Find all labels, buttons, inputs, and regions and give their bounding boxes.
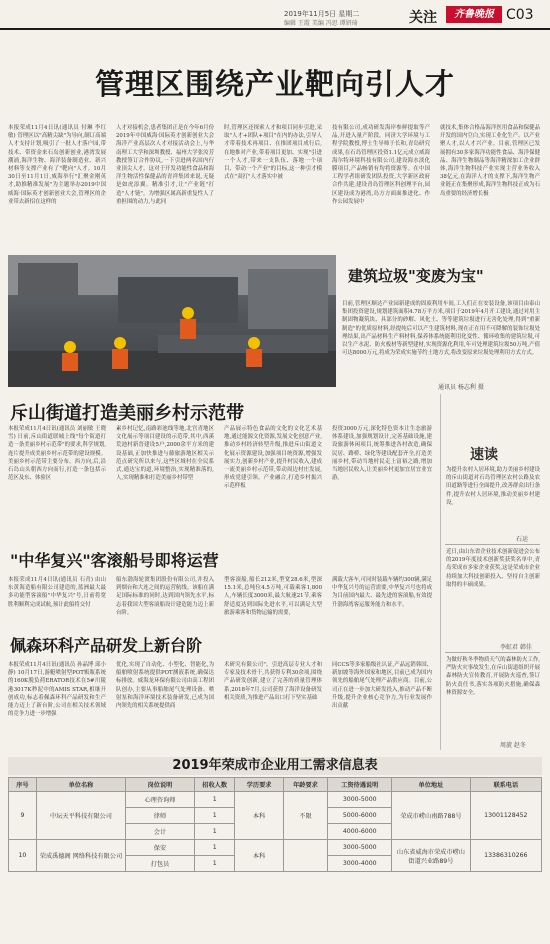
col-header: 联系电话 [470, 778, 541, 792]
table-cell: 10 [9, 840, 37, 872]
table-cell: 本科 [235, 840, 283, 872]
jobs-table-title: 2019年荣成市企业用工需求信息表 [8, 757, 542, 775]
col-header: 岗位说明 [126, 778, 195, 792]
main-story-col3: 时,管理区还探索人才和项目同步引进,采取"人才+团队+项目"在内的办法,引导人才带着技术再项目、在推团项目成行后,在地推对产业,带着项目更加、实现"引进一个人才,带来一支队伍、落地一个项目、带动一个产业"的目标,这一种引才模式在"双打"人才落实中被 [224, 125, 322, 181]
col-header: 单位地址 [392, 778, 470, 792]
main-story-col5: 就技术,集体合格品海洋医用食品和保健品开发的国内空白,实现工业化生产。以产业聚人才,以人才兴产业。目前,管理区已发展拥有30多家海洋功能性食品、海洋保健品、海洋生物制品等海洋精深加工企业群体,海洋生物科技产业实现主营业务收入38亿元,在海洋人才的支撑下,海洋生物产业链正在集聚形成,海洋生物科技正成为石岛重要的经济增长极 [440, 125, 540, 197]
col-header: 序号 [9, 778, 37, 792]
table-cell: 心理咨询师 [126, 792, 195, 808]
table-cell: 1 [194, 792, 235, 808]
main-story-col4: 技有限公司,成功研发海岸参鲜提取等产品,开进入量产阶段。同济大学环境与工程学院教授,博士生导师于长和,青岛研究成果,在石岛管理区投资1.1亿元成立威海海尔特环境科技有限公司,建设海水淡化膜项目,产品畅销有均将资源等。在中国工程学者组研发团队投资,大学新区政府合作共建,建设青岛管理区科创理平台,园区建设成为港湾,岛方方面面推进化、作作公园发展中 [332, 125, 430, 205]
feature-body: 目前,管理区顺达产业园新建成的固废利用车间,工人们正在安装设备,该项目由泰山集团投资建设,规划建筑面积4.78万平方米,项目于2019年4月开工建设,通过对用主制固物凝筑块、具部分的砂解、风化土、等等建筑垃圾进行无害化处理,得到"重新制造"的优质原材料,经提纯后可以产生建筑材料,现在正在用不可降解的装饰垃圾处理结果,出产品材料生产料材料,保养体系统能利用化变性、循环收集的建筑垃圾,可以生产水泥、防火板材等新型建材,实现资源化利用,年可处理建筑垃圾50万吨,产值可达8000万元,将成为荣成实施节约土地方式,将改变原来垃圾处理利用方式方式。 [342, 301, 540, 357]
table-cell [283, 840, 328, 872]
col-header: 工资待遇说明 [328, 778, 392, 792]
story4-col4: 同CCS等多家船级社认证,产品远销韩国、新加坡等海外国家和地区,目前已成为国内领先的船舶尾气处理产品供应商。目前,公司正在进一步加大研发投入,推动产品不断升级,提升企业核心竞争力,为行业发展作出贡献 [332, 662, 432, 710]
table-cell: 山东省威海市荣成市崂山街道兴业路89号 [392, 840, 470, 872]
main-story-col1: 本报荣成11月4日讯(通讯员 付琳 李红敏) 管理区以"高精尖缺"为导向,制订高端人才支持计划,吸引了一批人才落户园,带技术、带资金来石岛创新创业,港湾发展潮涌,海洋生物、海洋装备制造业、新兴材料等支撑产业有了"靶向"人才。10月30日至11月1日,威海举行"汇聚金刚英才,助推精准发展"为主题举办2019中国威海·国际英才创新创业大会,管理区的企业带去新招在这样的 [8, 125, 106, 205]
story2-col2: 素乡村记忆,南路彩池线等地,北宫青地区文化展示等项目建设的示范带,其中,西溪荒池村新晋建设5户,2000余平方米的建设基础,正加快推进与藤旅游地区相关示范点研究所以来与,这些区域村在全民系式,通达宝的道,环境整治,实现精准落的,人,实现精准和打造美丽乡村带型 [116, 426, 214, 482]
editors-text: 编辑 王霞 美编 冯思 谭妍琦 [284, 20, 358, 27]
story4-col3: 术研究有限公司"。引进高层专业人才和专家及技术骨干,共获得专利30余项,围绕产品研发创新,建立了完善的质量管理体系,2018年7月,公司获得了海洋设备研发相关资质,为推进产品出口打下坚实基础 [224, 662, 322, 701]
table-cell: 1 [194, 808, 235, 824]
table-cell: 1 [194, 824, 235, 840]
feature-title: 建筑垃圾"变废为宝" [348, 267, 484, 285]
newspaper-logo: 齐鲁晚报 [446, 6, 502, 23]
feature-byline: 通讯员 杨志利 摄 [438, 384, 484, 391]
story4-title: 佩森环科产品研发上新台阶 [10, 636, 203, 655]
table-row [9, 792, 542, 808]
story3-col4: 满载大客车,可同时装载车辆约300辆,满足中华复兴号的运营需要,中华复兴号也将成为目前国内最大、最先进的客滚船,有效提升渤海湾客运服务能力和水平。 [332, 577, 432, 608]
sidebar-item3-byline: 周旋 赵冬 [500, 742, 526, 749]
workers-image [8, 255, 336, 387]
col-header: 学历要求 [235, 778, 283, 792]
sidebar-item2-byline: 李虹君 韩佳 [500, 644, 532, 651]
story2-col4: 投资3000万元,深化特色资本让生态旅游体系建设,加强规划设计,完善基础设施,建设旅游休闲项目,统筹推进各村改造,确保民居、路桥、绿化等建设配套齐全,打造美丽乡村,带动当地村民走上富裕之路,增加当地居民收入,让美丽乡村更加宜居宜业宜游。 [332, 426, 432, 482]
table-cell: 13001128452 [470, 792, 541, 840]
sidebar-item1: 为提升农村人居环境,助力美丽乡村建设的斥山街道对石岛管理区农村公路及农田道路等进行全面提升,改善群众出行条件,提升农村人居环境,推动美丽乡村建设。 [446, 467, 540, 506]
table-cell: 打包员 [126, 856, 195, 872]
table-cell: 13386310266 [470, 840, 541, 872]
table-cell: 4000-6000 [328, 824, 392, 840]
story3-col2: 船东渤海轮渡集团股份有限公司,并投入到烟台和大连之间的运营航线。该船在满足国际标准的同时,达到国内领先水平,标志着我国大型客滚船设计建造能力迈上新台阶。 [116, 577, 214, 616]
main-headline: 管理区围绕产业靶向引人才 [94, 67, 455, 101]
table-cell: 本科 [235, 792, 283, 840]
story2-col1: 本报荣成11月4日讯(通讯员 刘丽敏 王晓雪) 日前,斥山街道联城上线"每个街道打造一条美丽乡村示范带"的要求,科学规划,连片提升成美丽乡村示范带的建设规模。美丽乡村示范带主要分布。西方向,后,沿石岛山头朝西方向而行,打造一条包括示范区及东、体验区 [8, 426, 106, 482]
col-header: 单位名称 [36, 778, 125, 792]
table-cell: 5000-6000 [328, 808, 392, 824]
table-cell: 律师 [126, 808, 195, 824]
sidebar-title: 速读 [470, 447, 498, 463]
table-cell: 3000-4000 [328, 856, 392, 872]
table-cell: 1 [194, 840, 235, 856]
col-header: 招收人数 [194, 778, 235, 792]
sidebar-item2: 近日,由山东省企业技术创新促进会公布的2019年度技术创新奖获奖名单中,青岛荣成市多家企业获奖,这是荣成市企业持续加大科技创新投入、坚持自主创新取得的丰硕成果。 [446, 549, 540, 588]
table-cell: 9 [9, 792, 37, 840]
header-divider [0, 28, 550, 30]
date-text: 2019年11月5日 星期二 [284, 10, 360, 18]
sidebar-item3: 为做好秋冬季物质天气的森林防火工作,严防火灾事故发生,在斥山街道组织开展森林防火宣传教育,开展防火巡查,签订防火责任书,落实各项防火措施,确保森林资源安全。 [446, 657, 540, 696]
story4-col1: 本报荣成11月4日讯(通讯员 孙晶博 邱小静) 10月17日,游艇喷射型POT贩瓶系统的160K脱负荷ERATOR技术在5#川陵港3017K秒泥中的AMIS STAR,相继开创成功,标志着佩森环科产品研发和生产能力迈上了新台阶,公司在相关技术领域的竞争力进一步增强 [8, 662, 106, 718]
sidebar-divider [440, 394, 441, 750]
col-header: 年龄要求 [283, 778, 328, 792]
table-cell: 保安 [126, 840, 195, 856]
jobs-table [8, 777, 542, 872]
table-cell: 中坛天平科技有限公司 [36, 792, 125, 840]
section-label: 关注 [409, 10, 437, 26]
main-story-col2: 人才对接机会,患者集团正是在今年6月份2019年中国威海·国际英才创新创业大会海洋产业高层次人才对接活动会上,与华南理工大学和深圳教授、福州大学张汝芳教授签订合作协议,一下引进两名国内行业顶尖人才。这对于开发功能性食品和海洋生物活性保健品的青祥集团来说,无疑是如虎添翼。精准引才,让"产业链"打造"人才链"。为增强区属高新重复性人了重担围的动力,与此同 [116, 125, 214, 205]
sidebar-separator [445, 652, 540, 653]
table-cell: 3000-5000 [328, 840, 392, 856]
story2-title: 斥山街道打造美丽乡村示范带 [10, 403, 244, 424]
table-row [9, 840, 542, 856]
table-cell: 荣成市崂山南路788号 [392, 792, 470, 840]
sidebar-item1-byline: 石运 [516, 536, 529, 543]
table-cell: 1 [194, 856, 235, 872]
story3-col3: 型客滚船,船长212米,型宽28.6米,型深15.1米,总吨位4.5万吨,可载乘客1,800人,车辆长度3000米,最大航速21节,乘客舒适度达到国际先进水平,可以满足大型旅游乘客和货物运输的需要, [224, 577, 322, 616]
jobs-table-header [9, 778, 542, 792]
story3-title: "中华复兴"客滚船号即将运营 [10, 551, 219, 570]
table-cell: 会计 [126, 824, 195, 840]
sidebar-separator [445, 544, 540, 545]
construction-photo [8, 255, 336, 387]
story4-col2: 优化,实现了自动化、小型化、智能化,为船舶喷射系统提供POT测液系统,确保达标排放。威海龙环保有限公司由高工程团队创办,主要从事船舶尾气处理设备、喷射泵和海洋环境技术装备研发,已成为国内领先的相关系统提供商 [116, 662, 214, 710]
table-cell: 3000-5000 [328, 792, 392, 808]
header-date [284, 10, 464, 28]
story2-col3: 产品展示特色食品的文化的文化艺术基地,通过能源文化资源,发展文化创意产业,推动乡村经济转型升级,推进斥山街道文化展示资源建设,加强项目统资源,增强发展实力,创新乡村产业,提升村民收入,建成一流美丽乡村示范带,带动周边村庄发展,形成党建引领、产业融合,打造乡村振兴示范样板 [224, 426, 322, 490]
page-number: C03 [506, 7, 534, 23]
story3-col1: 本报荣成11月4日讯(通讯员 石青) 由山东黄海造船有限公司建造的,蓝洲最大最多功能型客滚船"中华复兴"号,日前将宽胜利顺利完成试航,预计此船将交付 [8, 577, 106, 608]
table-cell: 荣成禹德阁 网络科技有限公司 [36, 840, 125, 872]
table-cell: 不限 [283, 792, 328, 840]
